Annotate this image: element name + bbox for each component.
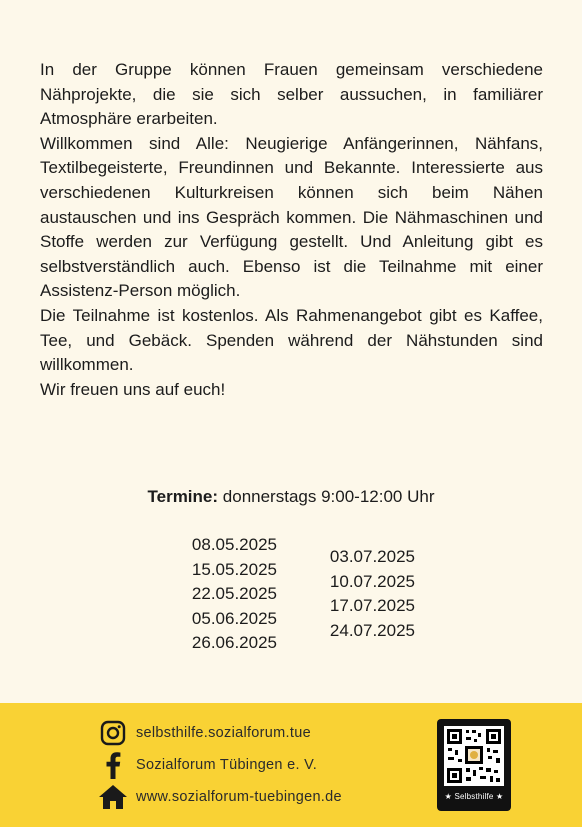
dates-column-1 — [170, 533, 277, 656]
qr-label — [437, 792, 511, 801]
qr-label-text: Selbsthilfe — [454, 792, 494, 801]
home-icon — [98, 783, 128, 811]
instagram-contact[interactable] — [98, 719, 311, 747]
intro-paragraph-2: Willkommen sind Alle: Neugierige Anfängerinnen, Nähfans, Textilbegeisterte, Freundinnen und Bekannte. Interessierte aus verschiedenen Kulturkreisen können sich beim Nähen austauschen und ins Gespräch kommen. Die Nähmaschinen und Stoffe werden zur Verfügung gestellt. Und Anleitung gibt es selbstverständlich auch. Ebenso ist die Teilnahme mit einer Assistenz-Person möglich. — [40, 133, 543, 301]
instagram-handle: selbsthilfe.sozialforum.tue — [136, 725, 311, 741]
termine-label: Termine: — [147, 487, 219, 506]
facebook-contact[interactable] — [98, 751, 317, 779]
date-item: 05.06.2025 — [191, 608, 277, 628]
star-icon: ★ — [496, 792, 504, 801]
date-item: 15.05.2025 — [191, 559, 277, 579]
footer-bar — [0, 703, 582, 827]
termine-schedule: donnerstags 9:00-12:00 Uhr — [222, 487, 435, 506]
qr-code[interactable] — [437, 719, 511, 811]
intro-text — [40, 58, 543, 402]
date-item: 24.07.2025 — [329, 620, 415, 640]
date-item: 08.05.2025 — [191, 535, 277, 554]
website-url: www.sozialforum-tuebingen.de — [136, 789, 342, 805]
website-contact[interactable] — [98, 783, 342, 811]
date-item: 17.07.2025 — [329, 596, 415, 615]
date-item: 22.05.2025 — [191, 584, 277, 603]
star-icon: ★ — [444, 792, 452, 801]
date-item: 26.06.2025 — [191, 633, 277, 652]
facebook-icon — [98, 751, 128, 779]
intro-paragraph-1: In der Gruppe können Frauen gemeinsam verschiedene Nähprojekte, die sie sich selber aussuchen, in familiärer Atmosphäre erarbeiten. — [40, 60, 543, 129]
facebook-name: Sozialforum Tübingen e. V. — [136, 757, 318, 773]
dates-column-2 — [308, 545, 415, 643]
instagram-icon — [98, 719, 128, 747]
qr-code-icon — [444, 726, 504, 786]
termine-line — [0, 485, 582, 509]
date-item: 10.07.2025 — [329, 571, 415, 591]
intro-paragraph-3: Die Teilnahme ist kostenlos. Als Rahmenangebot gibt es Kaffee, Tee, und Gebäck. Spenden während der Nähstunden sind willkommen. — [40, 305, 543, 375]
date-item: 03.07.2025 — [329, 547, 415, 566]
intro-paragraph-4: Wir freuen uns auf euch! — [40, 379, 226, 399]
